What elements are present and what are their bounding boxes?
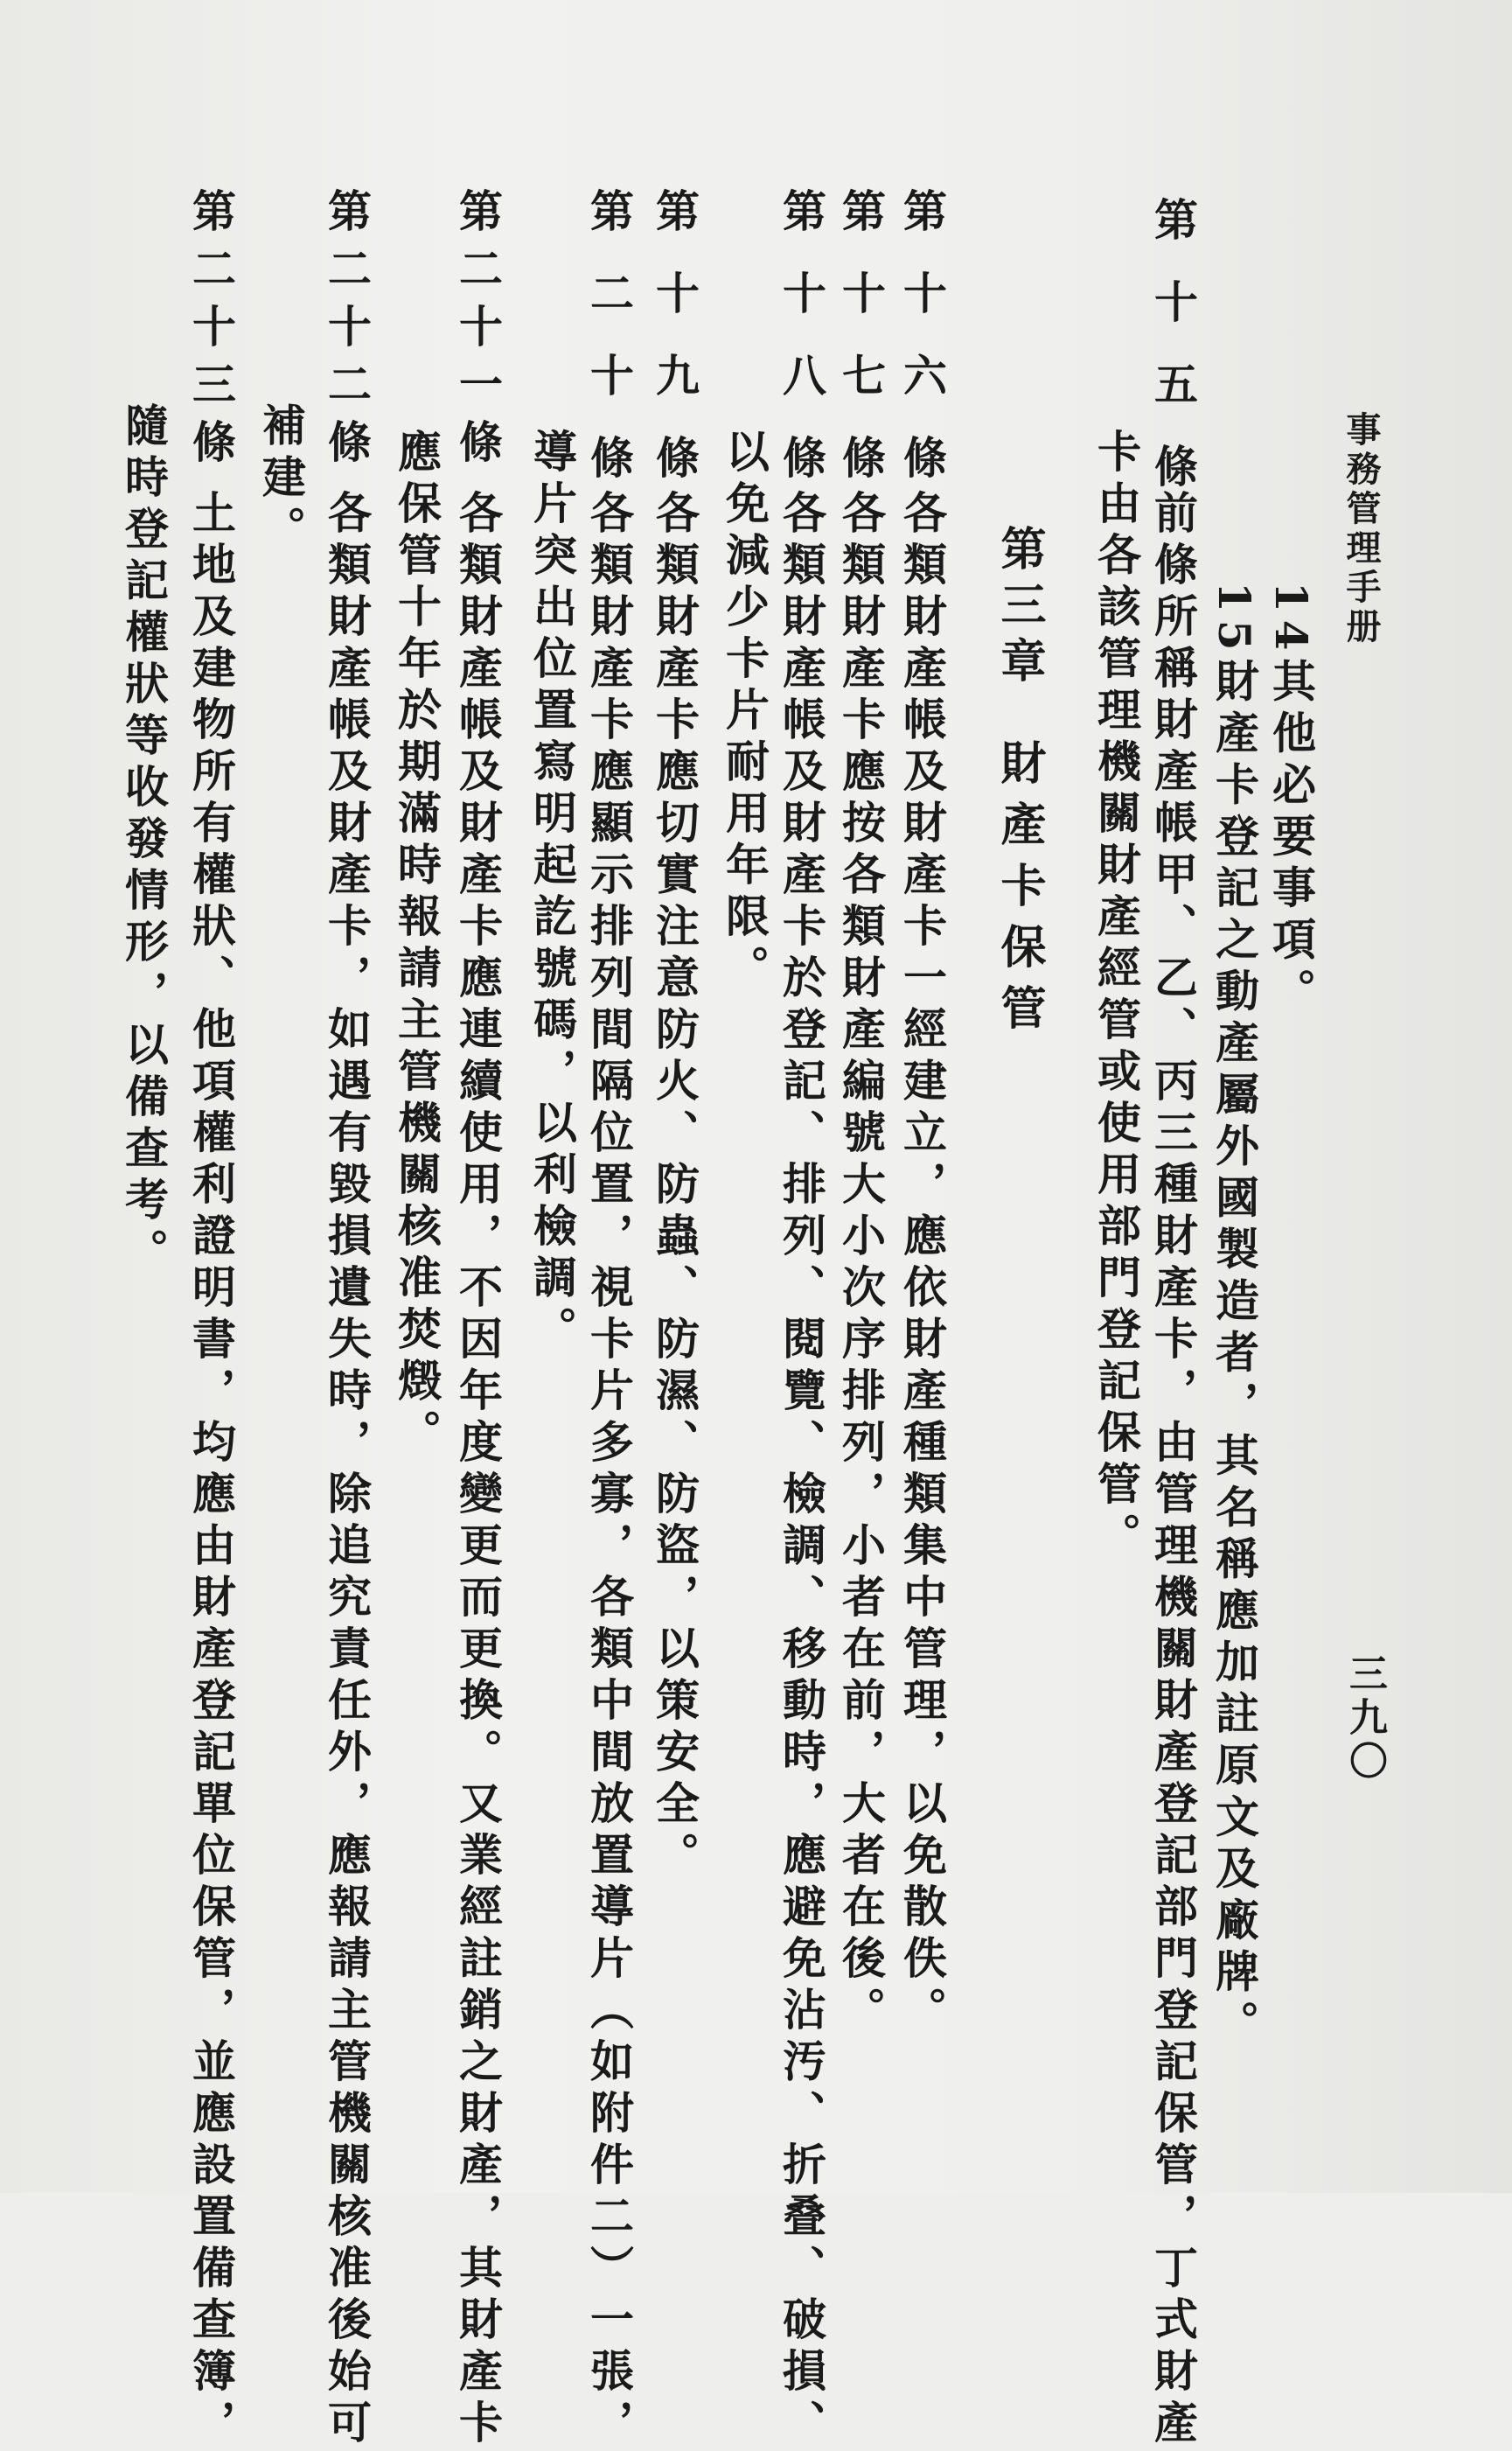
article-20-label: 第二十條 <box>583 188 635 517</box>
chapter-title: 財產卡保管 <box>993 739 1046 1045</box>
article-21-line-1: 各類財產帳及財產卡應連續使用，不因年度變更而更換。又業經註銷之財產，其財產卡 <box>452 490 504 2451</box>
article-22-line-2: 補建。 <box>255 402 307 557</box>
item-15: 15財產卡登記之動產屬外國製造者，其名稱應加註原文及廠牌。 <box>1209 582 1260 2052</box>
article-18-line-1: 各類財產帳及財產卡於登記、排列、閱覽、檢調、移動時，應避免沾汚、折叠、破損、 <box>776 490 827 2451</box>
article-17-label: 第十七條 <box>835 188 887 517</box>
article-16-line-1: 各類財產帳及財產卡一經建立，應依財產種類集中管理，以免散佚。 <box>896 490 948 2038</box>
article-18-line-2: 以免減少卡片耐用年限。 <box>719 429 770 996</box>
article-20-line-1: 各類財產卡應顯示排列間隔位置，視卡片多寡，各類中間放置導片（如附件二）一張， <box>583 490 635 2451</box>
article-19-line-1: 各類財產卡應切實注意防火、防蟲、防濕、防盜，以策安全。 <box>649 490 700 1883</box>
article-22-label: 第二十二條 <box>321 188 373 477</box>
article-18-label: 第十八條 <box>776 188 827 517</box>
article-23-label: 第二十三條 <box>185 188 237 477</box>
article-16-label: 第十六條 <box>896 188 948 517</box>
article-21-line-2: 應保管十年於期滿時報請主管機關核准焚燬。 <box>391 429 442 1461</box>
article-21-label: 第二十一條 <box>452 188 504 477</box>
article-22-line-1: 各類財產帳及財產卡，如遇有毀損遺失時，除追究責任外，應報請主管機關核准後始可 <box>321 490 373 2451</box>
article-15-line-2: 卡由各該管理機關財產經管或使用部門登記保管。 <box>1090 429 1142 1564</box>
item-14: 14其他必要事項。 <box>1265 582 1317 1020</box>
article-23-line-1: 土地及建物所有權狀、他項權利證明書，均應由財產登記單位保管，並應設置備查簿， <box>185 490 237 2451</box>
article-15-label: 第十五條 <box>1147 197 1199 526</box>
article-17-line-1: 各類財產卡應按各類財產編號大小次序排列，小者在前，大者在後。 <box>835 490 887 2038</box>
article-15-line-1: 前條所稱財產帳甲、乙、丙三種財產卡，由管理機關財產登記部門登記保管，丁式財產 <box>1147 490 1199 2451</box>
book-title: 事務管理手册 <box>1341 411 1382 647</box>
article-19-label: 第十九條 <box>649 188 700 517</box>
article-23-line-2: 隨時登記權狀等收發情形，以備查考。 <box>118 402 170 1280</box>
chapter-number: 第三章 <box>993 525 1046 693</box>
article-20-line-2: 導片突出位置寫明起訖號碼，以利檢調。 <box>526 429 578 1358</box>
page-number: 三九〇 <box>1342 1653 1387 1784</box>
